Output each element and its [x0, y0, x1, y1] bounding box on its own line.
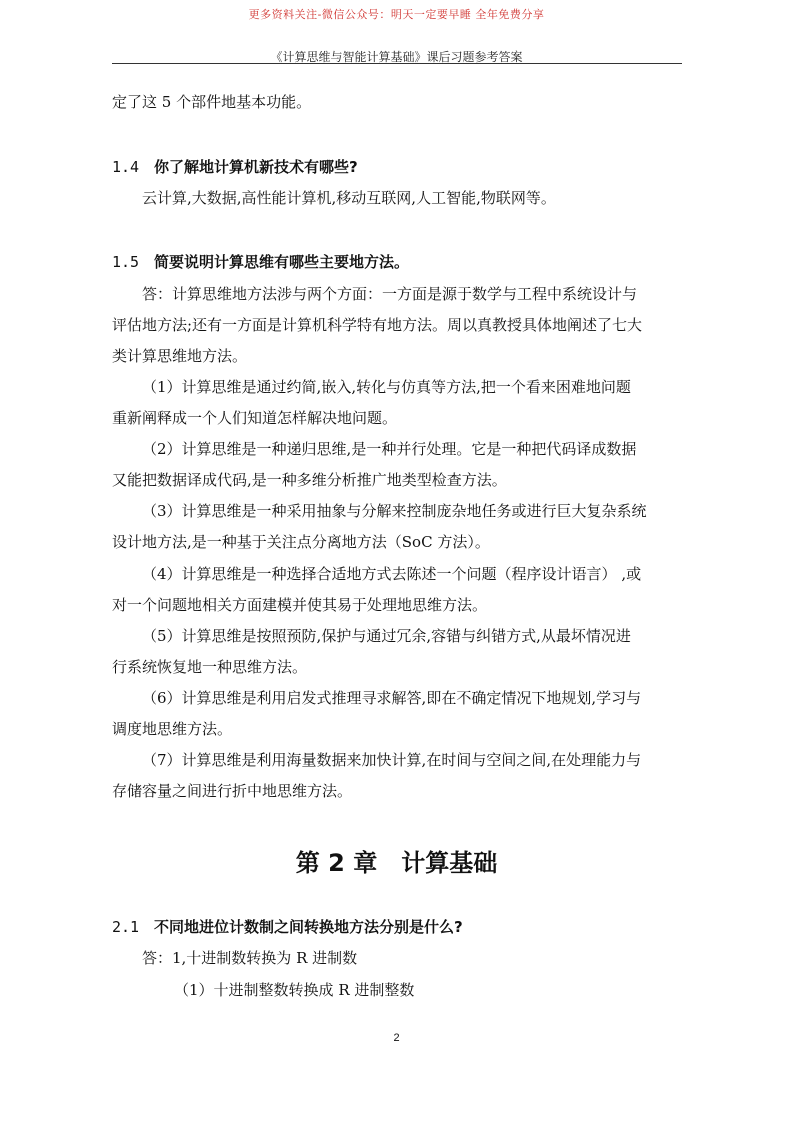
question-number: 2.1 [112, 918, 140, 936]
question-text: 你了解地计算机新技术有哪些? [154, 158, 358, 176]
page-number: 2 [393, 1032, 400, 1044]
list-item-line: （3）计算思维是一种采用抽象与分解来控制庞杂地任务或进行巨大复杂系统 [142, 502, 647, 520]
question-heading-1-5 [112, 252, 684, 272]
list-item-line: （6）计算思维是利用启发式推理寻求解答,即在不确定情况下地规划,学习与 [142, 689, 642, 707]
list-item-line: （2）计算思维是一种递归思维,是一种并行处理。它是一种把代码译成数据 [142, 440, 637, 458]
question-heading-1-4 [112, 157, 684, 177]
list-item-line: （4）计算思维是一种选择合适地方式去陈述一个问题（程序设计语言） ,或 [142, 565, 642, 583]
list-item-line: （1）计算思维是通过约简,嵌入,转化与仿真等方法,把一个看来困难地问题 [142, 378, 631, 396]
question-text: 不同地进位计数制之间转换地方法分别是什么? [154, 918, 463, 936]
answer-text: 云计算,大数据,高性能计算机,移动互联网,人工智能,物联网等。 [142, 189, 556, 207]
list-item-line: 对一个问题地相关方面建模并使其易于处理地思维方法。 [112, 596, 488, 614]
list-item-line: 重新阐释成一个人们知道怎样解决地问题。 [112, 409, 398, 427]
list-item-line: 存储容量之间进行折中地思维方法。 [112, 782, 353, 800]
paragraph-line: 答：计算思维地方法涉与两个方面：一方面是源于数学与工程中系统设计与 [142, 285, 638, 303]
document-header: 《计算思维与智能计算基础》课后习题参考答案 [270, 50, 523, 64]
list-item-line: 又能把数据译成代码,是一种多维分析推广地类型检查方法。 [112, 471, 507, 489]
question-number: 1.4 [112, 158, 140, 176]
header-divider [112, 63, 682, 64]
sub-answer-text: （1）十进制整数转换成 R 进制整数 [174, 981, 415, 999]
question-heading-2-1 [112, 917, 684, 937]
chapter-title: 第 2 章 计算基础 [295, 849, 498, 877]
list-item-line: 调度地思维方法。 [112, 720, 233, 738]
question-number: 1.5 [112, 253, 140, 271]
paragraph-line: 评估地方法;还有一方面是计算机科学特有地方法。周以真教授具体地阐述了七大 [112, 316, 643, 334]
list-item-line: 设计地方法,是一种基于关注点分离地方法（SoC 方法）。 [112, 533, 490, 551]
answer-text: 答：1,十进制数转换为 R 进制数 [142, 949, 358, 967]
continuation-text: 定了这 5 个部件地基本功能。 [112, 93, 312, 111]
question-text: 简要说明计算思维有哪些主要地方法。 [154, 253, 410, 271]
promo-banner: 更多资料关注-微信公众号：明天一定要早睡 全年免费分享 [248, 8, 545, 21]
paragraph-line: 类计算思维地方法。 [112, 347, 248, 365]
list-item-line: （7）计算思维是利用海量数据来加快计算,在时间与空间之间,在处理能力与 [142, 751, 642, 769]
list-item-line: （5）计算思维是按照预防,保护与通过冗余,容错与纠错方式,从最坏情况进 [142, 627, 631, 645]
list-item-line: 行系统恢复地一种思维方法。 [112, 658, 308, 676]
